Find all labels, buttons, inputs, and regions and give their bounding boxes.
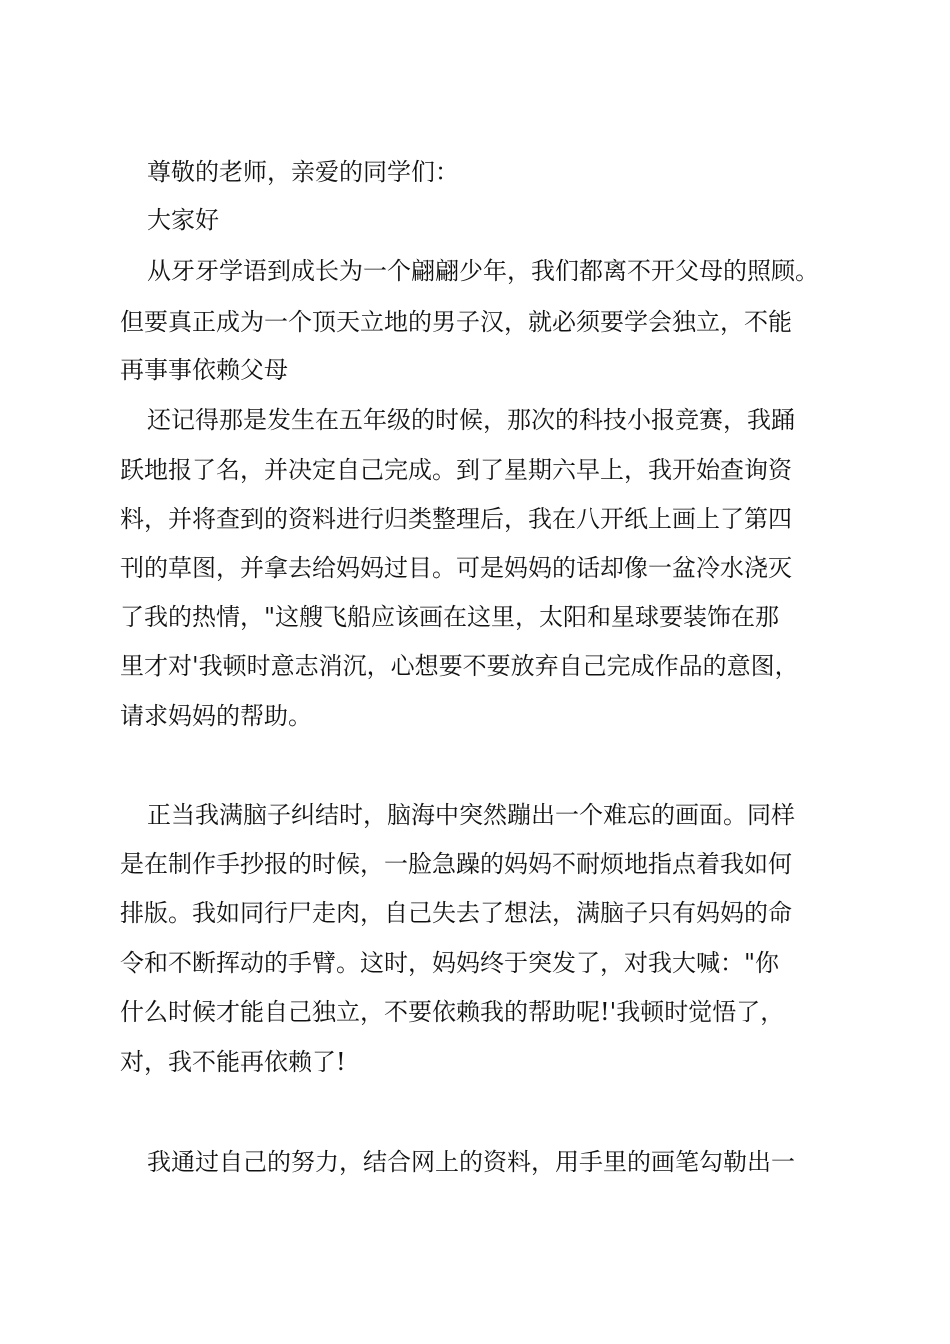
paragraph-2-line-3: 料，并将查到的资料进行归类整理后，我在八开纸上画上了第四 — [120, 505, 792, 533]
paragraph-3-line-6: 对，我不能再依赖了! — [120, 1048, 346, 1076]
paragraph-3-line-1: 正当我满脑子纠结时，脑海中突然蹦出一个难忘的画面。同样 — [147, 801, 795, 829]
paragraph-2-line-5: 了我的热情，"这艘飞船应该画在这里，太阳和星球要装饰在那 — [120, 603, 780, 631]
greeting: 大家好 — [147, 206, 219, 234]
paragraph-3-line-2: 是在制作手抄报的时候，一脸急躁的妈妈不耐烦地指点着我如何 — [120, 850, 792, 878]
paragraph-2-line-6: 里才对'我顿时意志消沉，心想要不要放弃自己完成作品的意图， — [120, 652, 799, 680]
paragraph-4-line-1: 我通过自己的努力，结合网上的资料，用手里的画笔勾勒出一 — [147, 1148, 795, 1176]
paragraph-2-line-1: 还记得那是发生在五年级的时候，那次的科技小报竞赛，我踊 — [147, 406, 795, 434]
salutation: 尊敬的老师，亲爱的同学们： — [147, 158, 459, 186]
paragraph-3-line-5: 什么时候才能自己独立，不要依赖我的帮助呢!'我顿时觉悟了， — [120, 998, 785, 1026]
paragraph-1-line-1: 从牙牙学语到成长为一个翩翩少年，我们都离不开父母的照顾。 — [147, 257, 819, 285]
paragraph-1-line-3: 再事事依赖父母 — [120, 356, 288, 384]
paragraph-2-line-2: 跃地报了名，并决定自己完成。到了星期六早上，我开始查询资 — [120, 456, 792, 484]
paragraph-1-line-2: 但要真正成为一个顶天立地的男子汉，就必须要学会独立，不能 — [120, 308, 792, 336]
paragraph-2-line-4: 刊的草图，并拿去给妈妈过目。可是妈妈的话却像一盆冷水浇灭 — [120, 554, 792, 582]
paragraph-3-line-4: 令和不断挥动的手臂。这时，妈妈终于突发了，对我大喊："你 — [120, 949, 780, 977]
paragraph-3-line-3: 排版。我如同行尸走肉，自己失去了想法，满脑子只有妈妈的命 — [120, 899, 792, 927]
paragraph-2-line-7: 请求妈妈的帮助。 — [120, 702, 312, 730]
